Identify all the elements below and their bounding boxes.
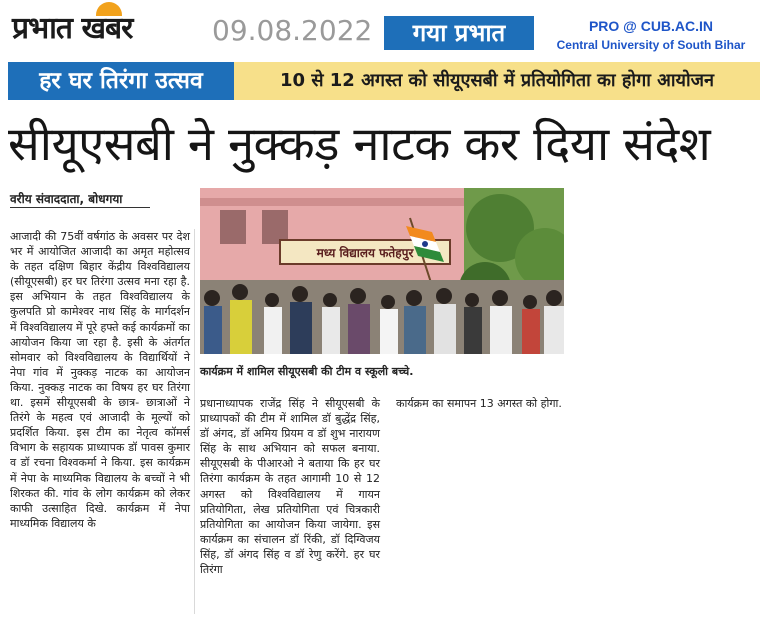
- article-column-2: प्रधानाध्यापक राजेंद्र सिंह ने सीयूएसबी के प्राध्यापकों की टीम में शामिल डॉ बुद्धेंद्र सिंह, डॉ अंगद, डॉ अमिय प्रियम व डॉ शुभ नारायण सिंह के साथ अभियान को सफल बनाया. सीयूएसबी के पीआरओ ने बताया कि हर घर तिरंगा कार्यक्रम के तहत आगामी 10 से 12 अगस्त को विश्वविद्यालय में गायन प्रतियोगिता, लेख प्रतियोगिता एवं चित्रकारी प्रतियोगिता का आयोजन किया जायेगा. इस कार्यक्रम का संचालन डॉ रिंकी, डॉ दिग्विजय सिंह, डॉ अंगद सिंह व डॉ रेणु करेंगे. हर घर तिरंगा: [200, 397, 380, 577]
- school-sign-text: मध्य विद्यालय फतेहपुर: [316, 246, 414, 260]
- article-byline: वरीय संवाददाता, बोधगया: [10, 192, 123, 206]
- edition-badge: गया प्रभात: [384, 16, 534, 50]
- article-column-3: कार्यक्रम का समापन 13 अगस्त को होगा.: [396, 397, 562, 410]
- newspaper-logo: प्रभात खबर: [12, 11, 133, 46]
- byline-underline: [10, 207, 150, 208]
- university-name: Central University of South Bihar: [556, 38, 746, 52]
- kicker-headline: 10 से 12 अगस्त को सीयूएसबी में प्रतियोगिता का होगा आयोजन: [234, 62, 760, 100]
- photo-illustration: [200, 188, 564, 354]
- article-photo: [200, 188, 564, 354]
- article-column-1: आजादी की 75वीं वर्षगांठ के अवसर पर देश भर में आयोजित आजादी का अमृत महोत्सव के तहत दक्षिण बिहार केंद्रीय विश्वविद्यालय (सीयूएसबी) हर घर तिरंगा उत्सव मना रहा है. इस अभियान के तहत विश्वविद्यालय के कुलपति प्रो कामेश्वर नाथ सिंह के मार्गदर्शन में विश्वविद्यालय में पूरे हफ्ते कई कार्यक्रमों का आयोजन किया जा रहा है. इसी के अंतर्गत सोमवार को विश्वविद्यालय के विद्यार्थियों ने नेपा गांव में नुक्कड़ नाटक का आयोजन किया. नुक्कड़ नाटक का विषय हर घर तिरंगा था. इसमें सीयूएसबी के छात्र- छात्राओं ने तिरंगे के महत्व एवं आजादी के मूल्यों को प्रदर्शित किया. इस टीम का नेतृत्व कॉमर्स विभाग के सहायक प्राध्यापक डॉ पावस कुमार व डॉ रचना विश्वकर्मा ने किया. इस कार्यक्रम में नेपा के माध्यमिक विद्यालय के बच्चों ने भी शिरकत की. गांव के लोग कार्यक्रम को लेकर काफी उत्साहित दिखे. कार्यक्रम में नेपा माध्यमिक विद्यालय के: [10, 230, 190, 530]
- campaign-banner: हर घर तिरंगा उत्सव: [8, 62, 234, 100]
- photo-caption: कार्यक्रम में शामिल सीयूएसबी की टीम व स्कूली बच्चे.: [200, 365, 414, 378]
- pro-email: PRO @ CUB.AC.IN: [588, 18, 714, 34]
- edition-date: 09.08.2022: [212, 14, 373, 47]
- column-divider: [194, 229, 195, 614]
- article-headline: सीयूएसबी ने नुक्कड़ नाटक कर दिया संदेश: [8, 117, 711, 172]
